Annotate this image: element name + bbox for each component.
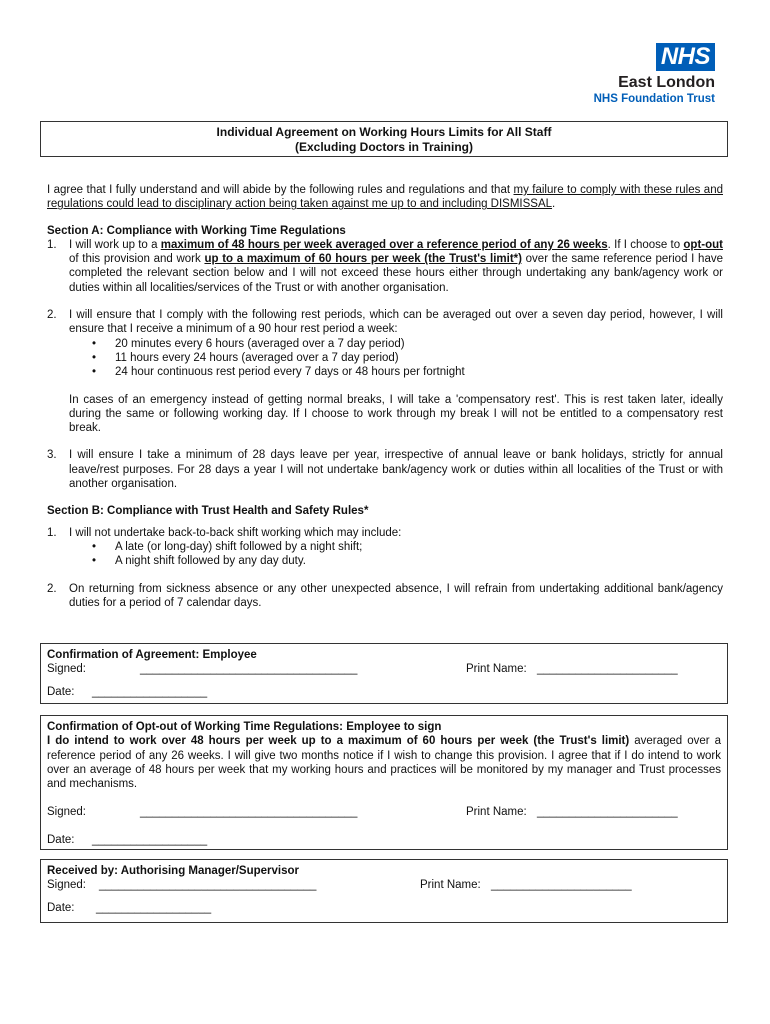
- date-row: [47, 685, 721, 699]
- item-emphasis: up to a maximum of 60 hours per week (the Trust's limit*): [204, 253, 522, 266]
- title-line-1: Individual Agreement on Working Hours Limits for All Staff: [216, 125, 552, 139]
- nhs-logo: [585, 43, 715, 106]
- intro-end: .: [552, 198, 556, 211]
- date-row: [47, 833, 721, 847]
- date-field[interactable]: __________________: [92, 833, 208, 846]
- box-heading: Confirmation of Agreement: Employee: [47, 649, 257, 661]
- spacer: [47, 519, 723, 526]
- shift-list: [69, 540, 723, 569]
- nhs-badge: NHS: [656, 43, 715, 71]
- section-a-item-1: [47, 238, 723, 295]
- list-item: • 11 hours every 24 hours (averaged over a 7 day period): [92, 351, 723, 365]
- print-name-field[interactable]: ______________________: [491, 879, 632, 892]
- signature-field[interactable]: __________________________________: [140, 663, 358, 676]
- section-b-item-1: [47, 526, 723, 569]
- signature-field[interactable]: __________________________________: [140, 806, 358, 819]
- item-text: On returning from sickness absence or any other unexpected absence, I will refrain from undertaking additional bank/agency duties for a period of 7 calendar days.: [69, 582, 723, 609]
- item-text: I will not undertake back-to-back shift working which may include:: [69, 526, 402, 539]
- section-a-heading: Section A: Compliance with Working Time Regulations: [47, 224, 346, 237]
- print-name-label: Print Name:: [466, 663, 527, 676]
- section-a-item-2: [47, 308, 723, 435]
- print-name-field[interactable]: ______________________: [537, 806, 678, 819]
- list-item: • 20 minutes every 6 hours (averaged over a 7 day period): [92, 337, 723, 351]
- opt-out-text: averaged over a reference period of any 26 weeks. I will give two months notice if I wish to change this provision. I agree that if I do intend to work over an average of 48 hours per week that my working hours and practices will be monitored by my manager and Trust processes and mechanisms.: [47, 735, 721, 791]
- item-emphasis: maximum of 48 hours per week averaged over a reference period of any 26 weeks: [160, 238, 608, 251]
- rest-period-list: [69, 337, 723, 380]
- item-number: 1.: [47, 238, 57, 251]
- section-a-item-3: [47, 448, 723, 491]
- date-label: Date:: [47, 833, 75, 846]
- spacer: [47, 295, 723, 308]
- item-text: I will ensure that I comply with the following rest periods, which can be averaged out over a seven day period, however, I will ensure that I receive a minimum of a 90 hour rest period a week:: [69, 309, 723, 336]
- spacer: [47, 435, 723, 448]
- signature-row: [47, 662, 721, 676]
- document-body: [47, 183, 723, 610]
- opt-out-box: [40, 715, 728, 850]
- box-heading: Received by: Authorising Manager/Supervisor: [47, 865, 299, 877]
- list-item: • A night shift followed by any day duty.: [92, 554, 723, 568]
- print-name-label: Print Name:: [420, 879, 481, 892]
- date-field[interactable]: __________________: [92, 685, 208, 698]
- item-number: 2.: [47, 309, 57, 322]
- spacer: [69, 380, 723, 393]
- print-name-label: Print Name:: [466, 806, 527, 819]
- signed-label: Signed:: [47, 806, 87, 819]
- manager-receipt-box: [40, 859, 728, 923]
- opt-out-bold-text: I do intend to work over 48 hours per week up to a maximum of 60 hours per week (the Trust's limit): [47, 735, 630, 748]
- compensatory-rest-note: In cases of an emergency instead of getting normal breaks, I will take a 'compensatory rest'. This is rest taken later, ideally during the same or following working day. If I choose to work through my break I will not be entitled to a compensatory rest break.: [69, 393, 723, 435]
- intro-warning: my failure to comply with these rules and regulations could lead to disciplinary action being taken against me up to and including DISMISSAL: [47, 184, 723, 211]
- item-number: 1.: [47, 526, 57, 539]
- signature-row: [47, 805, 721, 819]
- logo-organisation-name: East London: [618, 74, 715, 91]
- box-heading: Confirmation of Opt-out of Working Time Regulations: Employee to sign: [47, 721, 442, 733]
- list-item: • 24 hour continuous rest period every 7 days or 48 hours per fortnight: [92, 365, 723, 379]
- spacer: [47, 569, 723, 582]
- opt-out-statement: [47, 734, 721, 791]
- item-text: I will ensure I take a minimum of 28 days leave per year, irrespective of annual leave or bank holidays, strictly for annual leave/rest purposes. For 28 days a year I will not undertake bank/agency work or duties within all localities of the Trust or with another organisation.: [69, 449, 723, 491]
- item-emphasis: opt-out: [683, 238, 723, 251]
- signature-field[interactable]: __________________________________: [99, 879, 317, 892]
- item-text: . If I choose to: [607, 238, 684, 251]
- item-text: of this provision and work: [69, 253, 205, 266]
- item-number: 2.: [47, 582, 57, 595]
- employee-agreement-box: [40, 643, 728, 704]
- title-box: [40, 121, 728, 157]
- item-text: over the same reference period I have completed the relevant section below and I will not exceed these hours either through undertaking any bank/agency work or duties within all localities/services of the Trust or with another organisation.: [69, 253, 723, 294]
- date-label: Date:: [47, 901, 75, 914]
- date-row: [47, 901, 721, 915]
- intro-paragraph: [47, 183, 723, 212]
- date-field[interactable]: __________________: [96, 901, 212, 914]
- section-b-item-2: [47, 582, 723, 611]
- item-text: I will work up to a: [69, 238, 161, 251]
- signature-row: [47, 878, 721, 892]
- title-line-2: (Excluding Doctors in Training): [294, 140, 473, 154]
- date-label: Date:: [47, 685, 75, 698]
- signed-label: Signed:: [47, 663, 87, 676]
- item-number: 3.: [47, 449, 57, 462]
- section-b-heading: Section B: Compliance with Trust Health and Safety Rules*: [47, 505, 369, 518]
- list-item: • A late (or long-day) shift followed by a night shift;: [92, 540, 723, 554]
- intro-text: I agree that I fully understand and will abide by the following rules and regulations and that: [47, 184, 514, 196]
- print-name-field[interactable]: ______________________: [537, 663, 678, 676]
- signed-label: Signed:: [47, 879, 87, 892]
- logo-trust-name: NHS Foundation Trust: [593, 93, 715, 105]
